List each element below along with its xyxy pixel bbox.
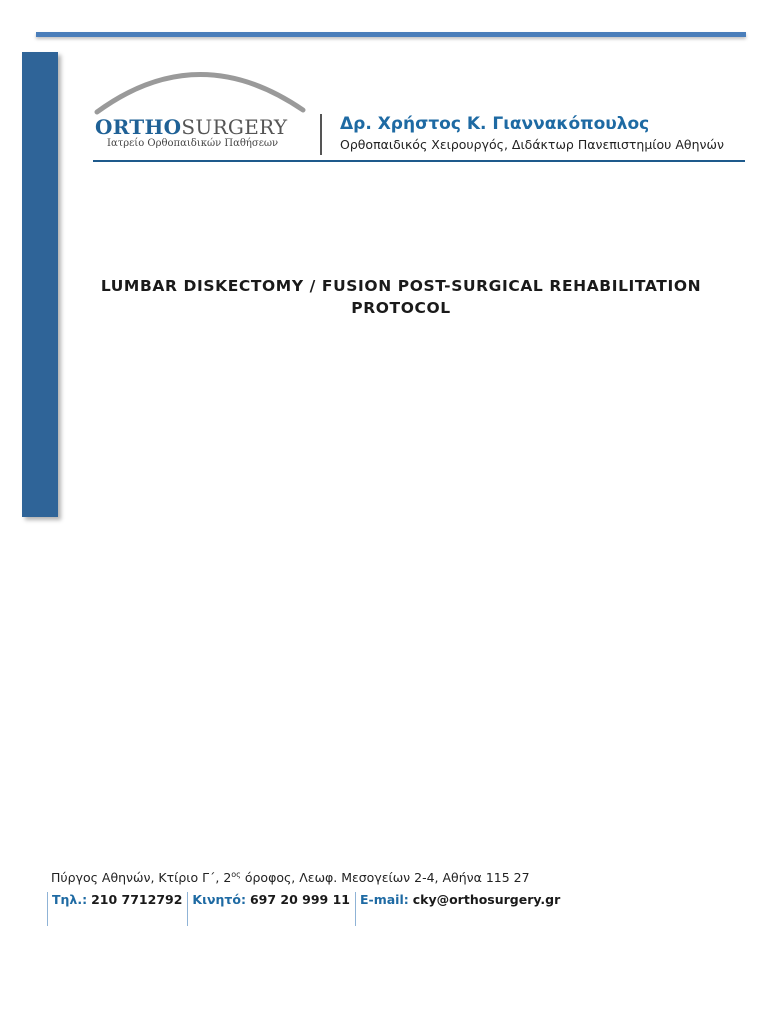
doctor-name: Δρ. Χρήστος Κ. Γιαννακόπουλος (340, 114, 650, 134)
top-rule (36, 32, 746, 37)
mobile-label: Κινητό: (192, 892, 246, 907)
phone-contact (47, 892, 187, 926)
mobile-contact (187, 892, 355, 926)
side-accent-bar (22, 52, 58, 517)
mobile-value[interactable]: 697 20 999 11 (249, 892, 350, 907)
phone-value[interactable]: 210 7712792 (91, 892, 183, 907)
document-title-line-1: LUMBAR DISKECTOMY / FUSION POST-SURGICAL REHABILITATION (100, 277, 702, 295)
logo-arc-icon (94, 58, 306, 116)
email-contact (355, 892, 565, 926)
contact-row (47, 892, 565, 926)
address-part-2: όροφος, Λεωφ. Μεσογείων 2-4, Αθήνα 115 27 (240, 870, 530, 886)
brand-bold-text: ORTHO (95, 115, 182, 139)
logo-tagline: Ιατρείο Ορθοπαιδικών Παθήσεων (107, 138, 279, 149)
document-title-line-2: PROTOCOL (351, 299, 451, 317)
address (51, 870, 530, 885)
address-superscript: ος (231, 870, 241, 879)
address-part-1: Πύργος Αθηνών, Κτίριο Γ΄, 2 (51, 870, 232, 886)
email-link[interactable]: cky@orthosurgery.gr (412, 892, 561, 907)
brand-light-text: SURGERY (181, 115, 288, 139)
document-title (85, 275, 717, 319)
email-label: E-mail: (359, 892, 409, 907)
header-rule (93, 160, 745, 162)
doctor-title: Ορθοπαιδικός Χειρουργός, Διδάκτωρ Πανεπιστημίου Αθηνών (340, 137, 724, 152)
logo-brand (95, 115, 287, 139)
header-divider (320, 114, 322, 155)
phone-label: Τηλ.: (52, 892, 88, 907)
